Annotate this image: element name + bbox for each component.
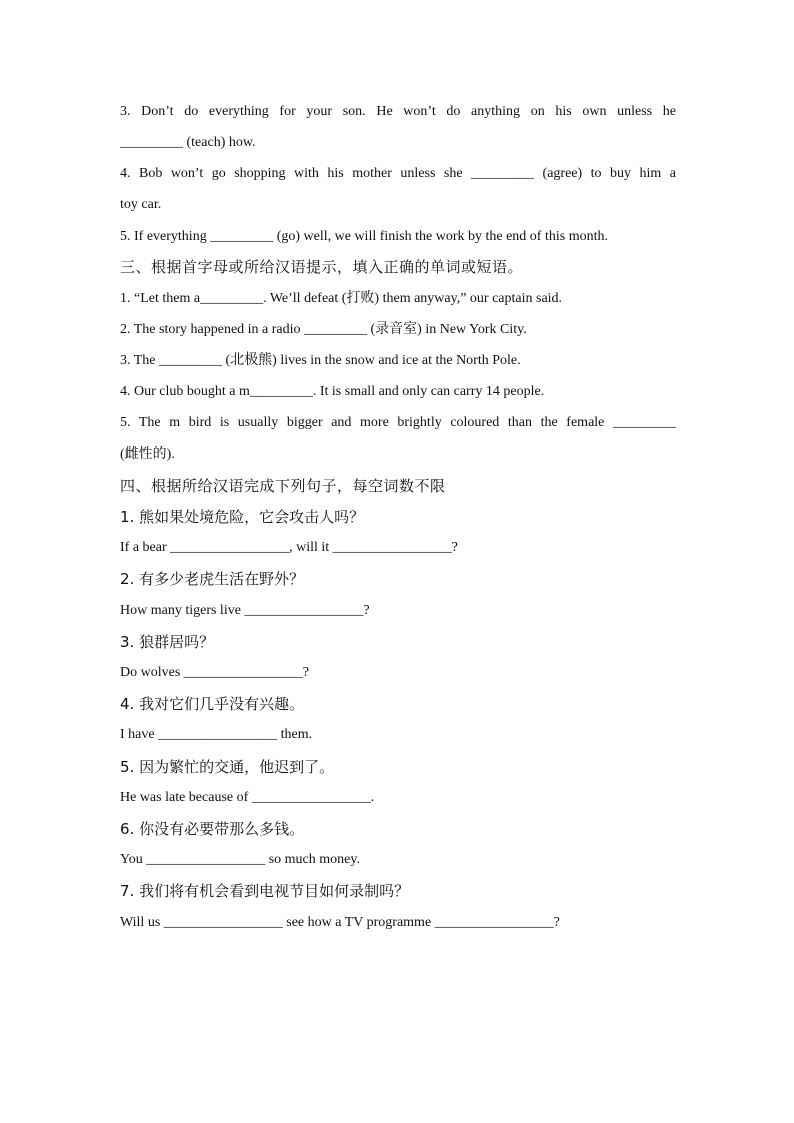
s4-item-3-english: Do wolves _________________? [120, 665, 309, 680]
s4-item-2-english: How many tigers live _________________? [120, 603, 370, 618]
s2-item-4-line1: 4. Bob won’t go shopping with his mother unless she _________ (agree) to buy him a [120, 166, 676, 181]
s4-item-7-chinese: 7. 我们将有机会看到电视节目如何录制吗？ [120, 882, 410, 900]
s3-item-3: 3. The _________ (北极熊) lives in the snow and ice at the North Pole. [120, 353, 521, 368]
s4-item-1-chinese: 1. 熊如果处境危险，它会攻击人吗？ [120, 508, 365, 526]
s4-item-6-chinese: 6. 你没有必要带那么多钱。 [120, 820, 305, 838]
s4-item-3-chinese: 3. 狼群居吗？ [120, 633, 215, 651]
s2-item-4-line2: toy car. [120, 197, 162, 212]
s4-item-5-chinese: 5. 因为繁忙的交通，他迟到了。 [120, 758, 335, 776]
s4-item-5-english: He was late because of _________________. [120, 790, 375, 805]
section-3-heading: 三、根据首字母或所给汉语提示，填入正确的单词或短语。 [120, 258, 524, 276]
s4-item-6-english: You _________________ so much money. [120, 852, 360, 867]
s4-item-4-chinese: 4. 我对它们几乎没有兴趣。 [120, 695, 305, 713]
s4-item-2-chinese: 2. 有多少老虎生活在野外？ [120, 570, 305, 588]
s3-item-5-line1: 5. The m bird is usually bigger and more brightly coloured than the female _________ [120, 415, 676, 430]
s2-item-5: 5. If everything _________ (go) well, we will finish the work by the end of this month. [120, 229, 608, 244]
s3-item-1: 1. “Let them a_________. We’ll defeat (打败) them anyway,” our captain said. [120, 291, 563, 306]
s3-item-2: 2. The story happened in a radio _________ (录音室) in New York City. [120, 322, 527, 337]
section-4-heading: 四、根据所给汉语完成下列句子，每空词数不限 [120, 477, 446, 495]
s2-item-3-line2: _________ (teach) how. [120, 135, 256, 150]
s3-item-4: 4. Our club bought a m_________. It is small and only can carry 14 people. [120, 384, 545, 399]
s2-item-3-line1: 3. Don’t do everything for your son. He won’t do anything on his own unless he [120, 104, 676, 119]
s3-item-5-line2: (雌性的). [120, 447, 175, 462]
s4-item-4-english: I have _________________ them. [120, 727, 313, 742]
s4-item-1-english: If a bear _________________, will it _________________? [120, 540, 458, 555]
s4-item-7-english: Will us _________________ see how a TV programme _________________? [120, 915, 560, 930]
